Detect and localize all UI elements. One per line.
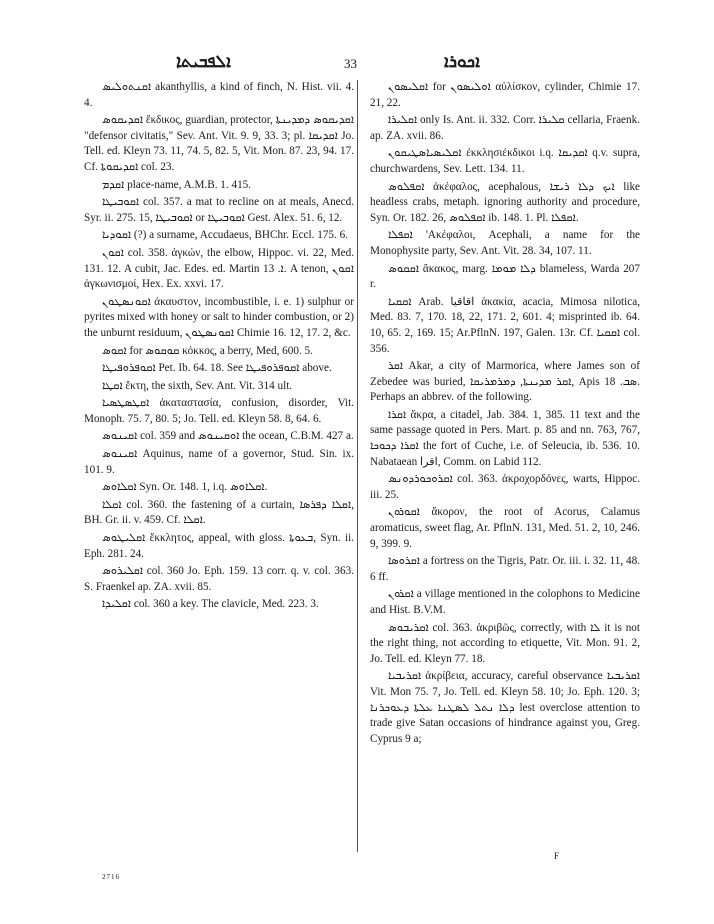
dictionary-entry: ܐܩܠܝܪܘܣ col. 360 Jo. Eph. 159. 13 corr. q. v. col. 363. S. Fraenkel ap. ZA. xvii. 85. bbox=[84, 565, 354, 593]
dictionary-entry: ܐܩܪ Akar, a city of Marmorica, where James son of Zebedee was buried, ܐܩܪ ܡܕܝܢܬܐ, ܕܡܪܡܪܝܩܐ, Apis ܣܒ. 18. Perhaps an abbrev. of the following. bbox=[370, 360, 640, 404]
dictionary-entry: ܐܩܩܝܐ Arab. اقاقيا ἀκακία, acacia, Mimosa nilotica, Med. 83. 7, 170. 18, 22, 171. 2, 601. 4; misprinted ib. 64. 10, 65. 2, 169. 15; Ar.PflnN. 197, Galen. 13r. Cf. ܐܩܩܝܐ col. 356. bbox=[370, 295, 641, 355]
dictionary-entry: ܐܩܪܐ ἄκρα, a citadel, Jab. 384. 1, 385. 11 text and the same passage quoted in Pers. Mart. p. 85 and nn. 763, 767, ܐܩܪܐ ܕܟܘܟܐ the fort of Cuche, i.e. of Seleucia, ib. 536. 10. Nabataean اقرا, Comm. on Labid 112. bbox=[370, 408, 640, 468]
column-divider bbox=[357, 80, 358, 852]
page-number: 33 bbox=[344, 56, 357, 71]
printer-signature: 2716 bbox=[102, 873, 120, 881]
dictionary-entry: ܐܩܩܘܣ ἄκακος, marg. ܕܠܐ ܡܘܡܐ blameless, Warda 207 r. bbox=[370, 262, 640, 291]
dictionary-entry: ܐܩܕܝܩܘܣ ἔκδικος, guardian, protector, ܐܩܕܝܩܘܣ ܕܡܕܝܢܬܐ "defensor civitatis," Sev. Ant. Vit. 9. 9, 33. 3; pl. ܐܩܕܝܩܐ Jo. Tell. ed. Kleyn 73. 11, 74. 5, 82. 5, Vit. Mon. 87. 23, 94. 17. Cf. ܐܩܕܝܩܘܬܐ col. 23. bbox=[84, 114, 355, 173]
dictionary-entry: ܐܩܘܒܝܛܐ col. 357. a mat to recline on at meals, Anecd. Syr. ii. 275. 15, ܐܩܘܒܝܛܐ or ܐܩܘܒܝܛܐ Gest. Alex. 51. 6, 12. bbox=[84, 196, 354, 224]
right-column bbox=[370, 80, 640, 749]
running-header bbox=[0, 52, 714, 76]
dictionary-entry: ܐܩܘܪܘܢ ἄκορον, the root of Acorus, Calamus aromaticus, sweet flag, Ar. PflnN. 131, Med. 51. 2, 10, 246. 9, 399. 9. bbox=[370, 506, 640, 550]
dictionary-entry: ܐܩܠܝܣܝܐܣܛܝܩܘܢ ἐκκλησιέκδικοι i.q. ܐܩܕܝܩܐ q.v. supra, churchwardens, Sev. Lett. 134. 11. bbox=[370, 147, 640, 175]
dictionary-entry: ܐܩܠܝܛܘܣ ἔκκλητος, appeal, with gloss. ܒܥܘܬܐ, Syn. ii. Eph. 281. 24. bbox=[84, 532, 354, 560]
dictionary-entry: ܐܩܘܢ col. 358. ἀγκών, the elbow, Hippoc. vi. 22, Med. 131. 12. A cubit, Jac. Edes. ed. Martin ܐ. 13. A tenon, ܐܩܘܢ ἀγκωνισμοί, Hex. Ex. xxvi. 17. bbox=[84, 246, 354, 291]
dictionary-entry: ܐܩܪܘܟܘܪܕܘܢܣ col. 363. ἀκροχορδόνες, warts, Hippoc. iii. 25. bbox=[370, 473, 640, 501]
dictionary-entry: ܐܩܛܐ ἕκτη, the sixth, Sev. Ant. Vit. 314 ult. bbox=[102, 379, 293, 392]
dictionary-entry: ܐܩܘܣ for ܩܘܩܘܣ κόκκος, a berry, Med, 600. 5. bbox=[102, 344, 313, 357]
dictionary-entry: ܐܩܘܕܝܐ (?) a surname, Accudaeus, BHChr. Eccl. 175. 6. bbox=[102, 229, 348, 242]
dictionary-entry: ܐܩܪܘܢ a village mentioned in the colophons to Medicine and Hist. B.V.M. bbox=[370, 588, 640, 616]
dictionary-entry: ܐܩܠܝܣܘܢ for ܐܘܠܝܣܘܢ αὐλίσκον, cylinder, Chimie 17. 21, 22. bbox=[370, 81, 640, 109]
dictionary-entry: ܐܩܪܝܒܝܐ ἀκρίβεια, accuracy, careful observance ܐܩܪܝܒܝܐ Vit. Mon 75. 7, Jo. Tell. ed. Kleyn 58. 10; Jo. Eph. 120. 3; ܕܠܐ ܢܬܠ ܠܣܛܢܐ ܥܠܬܐ ܕܥܘܟܪܢܐ lest overclose attention to trade give Satan occasions of hindrance against you, Greg. Cyprus 9 a; bbox=[370, 670, 640, 745]
dictionary-entry: ܐܩܛܣܛܣܝܐ ἀκαταστασία, confusion, disorder, Vit. Monoph. 75. 7, 80. 5; Jo. Tell. ed. Kleyn 58. 8, 64. 6. bbox=[84, 397, 354, 425]
header-right-title: ܐܟܘܪܐ bbox=[444, 52, 480, 72]
dictionary-entry: ܐܩܦܠܐ 'Ακέφαλοι, Acephali, a name for the Monophysite party, Sev. Ant. Vit. 28. 34, 107. 11. bbox=[370, 229, 640, 257]
dictionary-entry: ܐܩܪܘܣܐ a fortress on the Tigris, Patr. Or. iii. i. 32. 11, 48. 6 ff. bbox=[370, 555, 640, 583]
dictionary-entry: ܐܩܘܦܪܘܦܝܛܐ Pet. Ib. 64. 18. See ܐܩܘܦܪܘܦܝܛܐ above. bbox=[102, 362, 332, 375]
dictionary-entry: ܐܩܢܬܘܠܝܣ akanthyllis, a kind of finch, N. Hist. vii. 4. 4. bbox=[84, 81, 354, 109]
left-column bbox=[84, 80, 354, 615]
dictionary-entry: ܐܩܠܝܕܐ col. 360 a key. The clavicle, Med. 223. 3. bbox=[102, 598, 319, 611]
sheet-mark: F bbox=[554, 851, 560, 861]
dictionary-entry: ܐܩܪܝܒܘܣ col. 363. ἀκριβῶς, correctly, with ܠܐ it is not the right thing, not according to etiquette, Vit. Mon. 91. 2, Jo. Tell. ed. Kleyn 77. 18. bbox=[370, 621, 640, 665]
dictionary-entry: ܐܩܘܢܣܛܘܢ ἀκαυστον, incombustible, i. e. 1) sulphur or pyrites mixed with honey or salt to hinder combustion, or 2) the unburnt residuum, ܐܩܘܢܣܛܘܢ Chimie 16. 12, 17. 2, &c. bbox=[84, 295, 354, 339]
dictionary-entry: ܐܩܝܢܘܣ Aquinus, name of a governor, Stud. Sin. ix. 101. 9. bbox=[84, 448, 354, 476]
dictionary-entry: ܐܩܠܝܪܐ only Is. Ant. ii. 332. Corr. ܩܠܝܪܐ cellaria, Fraenk. ap. ZA. xvii. 86. bbox=[370, 114, 640, 142]
dictionary-entry: ܐܩܕܡ place-name, A.M.B. 1. 415. bbox=[102, 178, 252, 191]
header-left-title: ܐܠܦܒܝܬܐ bbox=[176, 52, 231, 72]
dictionary-entry: ܐܩܠܐܘܣ Syn. Or. 148. 1, i.q. ܐܩܠܐܘܣ. bbox=[102, 481, 268, 494]
dictionary-entry: ܐܩܦܠܘܣ ἀκέφαλος, acephalous, ܐܝܟ ܕܠܐ ܪܝܫܐ like headless crabs, metaph. ignoring authority and procedure, Syn. Or. 182. 26, ܐܩܦܠܘܣ ib. 148. 1. Pl. ܐܩܦܠܐ. bbox=[370, 180, 640, 224]
dictionary-entry: ܐܩܝܢܘܣ col. 359 and ܐܘܩܝܢܘܣ the ocean, C.B.M. 427 a. bbox=[102, 430, 354, 443]
dictionary-entry: ܐܩܠܐ col. 360. the fastening of a curtain, ܐܩܠܐ ܕܦܪܣܐ, BH. Gr. ii. v. 459. Cf. ܐܩܠܐ. bbox=[84, 498, 354, 527]
